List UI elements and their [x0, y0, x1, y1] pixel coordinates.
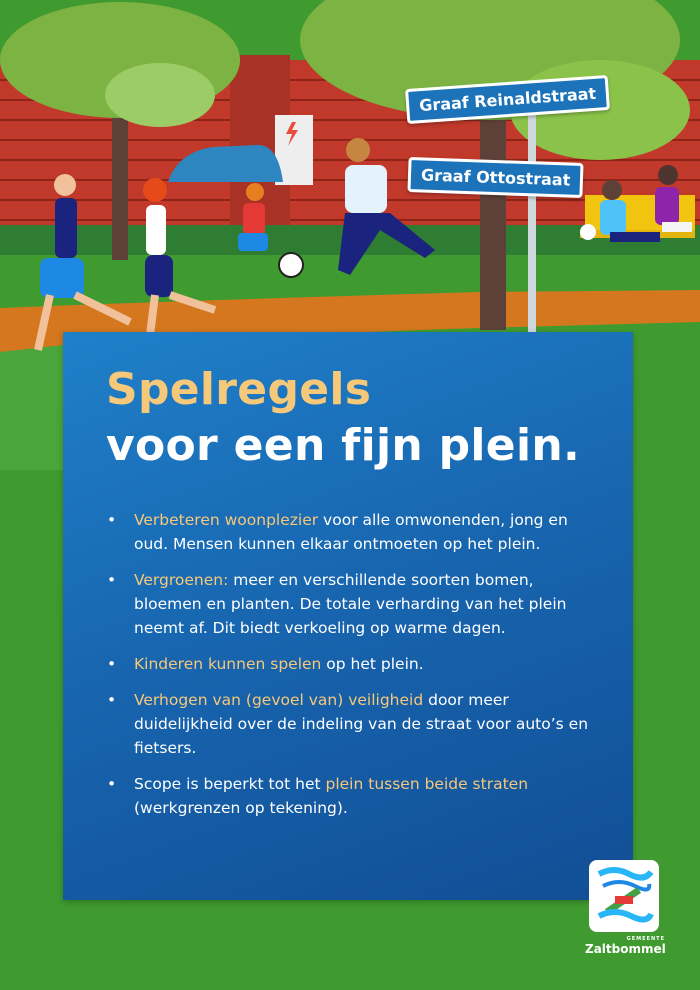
logo-gemeente-label: GEMEENTE	[626, 936, 665, 942]
rule-item	[105, 772, 605, 820]
rules-panel	[63, 332, 633, 900]
rule-text: door meer duidelijkheid over de indeling van de straat voor auto’s en fietsers.	[134, 691, 589, 757]
rule-highlight: plein tussen beide straten	[325, 775, 529, 793]
street-sign-ottostraat: Graaf Ottostraat	[407, 157, 583, 198]
bullet-dot-icon: •	[107, 511, 117, 529]
sign-pole	[528, 110, 536, 335]
logo-waves-icon	[589, 860, 659, 932]
title-subtitle: voor een fijn plein.	[106, 420, 580, 471]
zaltbommel-logo	[585, 858, 665, 958]
rule-text: Scope is beperkt tot het	[134, 775, 326, 793]
bullet-dot-icon: •	[107, 691, 117, 709]
rule-highlight: Kinderen kunnen spelen	[134, 655, 322, 673]
rule-text: meer en verschillende soorten bomen, bloemen en planten. De totale verharding van het plein neemt af. Dit biedt verkoeling op warme dagen.	[134, 571, 567, 637]
title-spelregels: Spelregels	[106, 364, 372, 415]
rule-item	[105, 652, 605, 676]
rule-item	[105, 688, 605, 760]
rules-list	[105, 508, 605, 832]
rule-highlight: Vergroenen:	[134, 571, 229, 589]
bullet-dot-icon: •	[107, 655, 117, 673]
bullet-dot-icon: •	[107, 775, 117, 793]
rule-text: op het plein.	[321, 655, 424, 673]
rule-highlight: Verhogen van (gevoel van) veiligheid	[134, 691, 424, 709]
street-sign-reinaldstraat: Graaf Reinaldstraat	[405, 75, 610, 124]
rule-item	[105, 508, 605, 556]
rule-item	[105, 568, 605, 640]
bullet-dot-icon: •	[107, 571, 117, 589]
logo-name: Zaltbommel	[585, 942, 666, 956]
logo-emblem	[589, 860, 659, 932]
rule-text: (werkgrenzen op tekening).	[134, 799, 348, 817]
rule-highlight: Verbeteren woonplezier	[134, 511, 319, 529]
football	[279, 253, 303, 277]
rule-text: voor alle omwonenden, jong en oud. Mensen kunnen elkaar ontmoeten op het plein.	[134, 511, 568, 553]
